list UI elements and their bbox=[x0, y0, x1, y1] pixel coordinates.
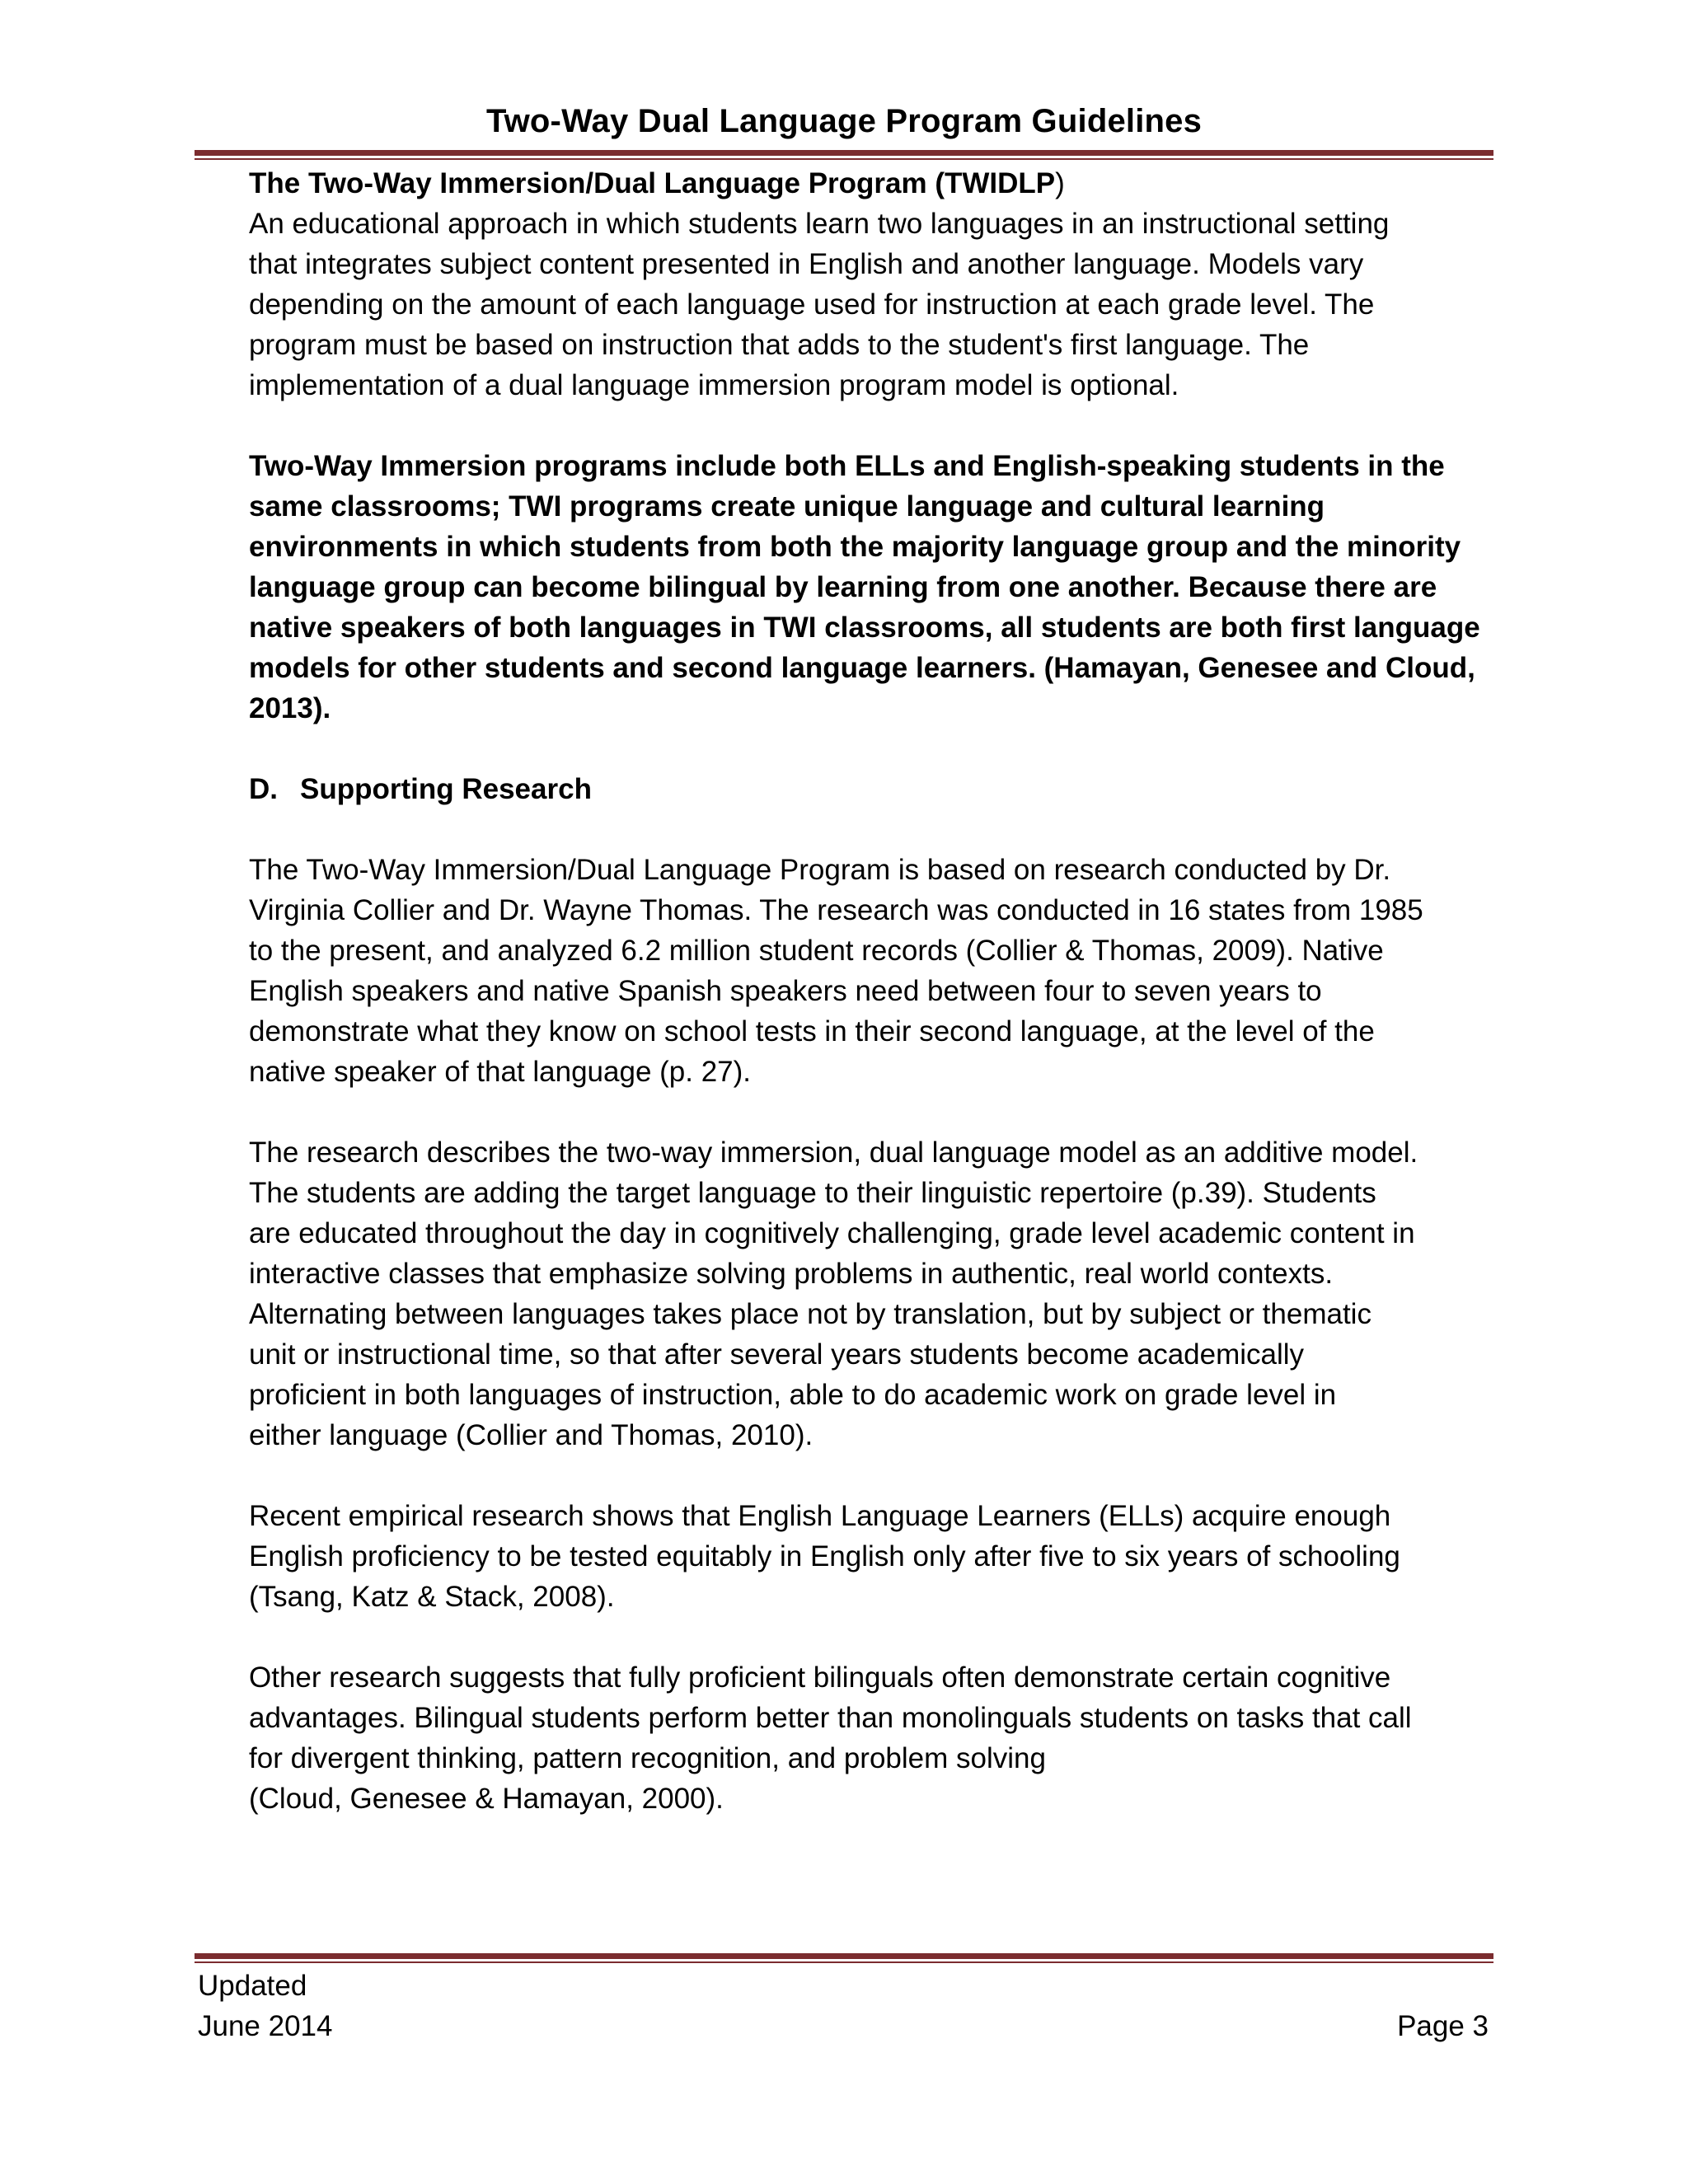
twi-line: Two-Way Immersion programs include both ELLs and English-speaking students in the bbox=[249, 450, 1445, 482]
research-p2-line: are educated throughout the day in cognitively challenging, grade level academic content in bbox=[249, 1217, 1415, 1249]
updated-label: Updated bbox=[198, 1970, 307, 2002]
footer-updated bbox=[198, 1966, 332, 2046]
updated-date: June 2014 bbox=[198, 2010, 333, 2042]
intro-line: that integrates subject content presented in English and another language. Models vary bbox=[249, 248, 1364, 280]
intro-line: depending on the amount of each language used for instruction at each grade level. The bbox=[249, 288, 1375, 321]
research-p2-line: interactive classes that emphasize solving problems in authentic, real world contexts. bbox=[249, 1258, 1334, 1290]
program-heading: The Two-Way Immersion/Dual Language Program (TWIDLP) bbox=[249, 167, 1065, 199]
intro-line: program must be based on instruction that adds to the student's first language. The bbox=[249, 329, 1310, 361]
twi-line: language group can become bilingual by learning from one another. Because there are bbox=[249, 571, 1437, 603]
research-p1-line: demonstrate what they know on school tests in their second language, at the level of the bbox=[249, 1015, 1375, 1047]
research-p1-line: to the present, and analyzed 6.2 million student records (Collier & Thomas, 2009). Native bbox=[249, 935, 1384, 967]
twi-line: same classrooms; TWI programs create unique language and cultural learning bbox=[249, 490, 1325, 523]
intro-line: implementation of a dual language immersion program model is optional. bbox=[249, 369, 1179, 401]
twi-line: environments in which students from both the majority language group and the minority bbox=[249, 531, 1461, 563]
research-p1-line: English speakers and native Spanish speakers need between four to seven years to bbox=[249, 975, 1322, 1007]
research-p3-line: (Tsang, Katz & Stack, 2008). bbox=[249, 1581, 615, 1613]
research-p3-line: Recent empirical research shows that English Language Learners (ELLs) acquire enough bbox=[249, 1500, 1391, 1532]
research-p2-line: proficient in both languages of instruction, able to do academic work on grade level in bbox=[249, 1379, 1337, 1411]
header-rule bbox=[195, 150, 1493, 160]
research-p4-line: for divergent thinking, pattern recognition, and problem solving bbox=[249, 1742, 1046, 1774]
twi-line: models for other students and second language learners. (Hamayan, Genesee and Cloud, bbox=[249, 652, 1475, 684]
research-p1-line: The Two-Way Immersion/Dual Language Program is based on research conducted by Dr. bbox=[249, 854, 1391, 886]
research-p2-line: The students are adding the target language to their linguistic repertoire (p.39). Students bbox=[249, 1177, 1376, 1209]
research-p2-line: Alternating between languages takes place not by translation, but by subject or thematic bbox=[249, 1298, 1372, 1330]
research-p2-line: either language (Collier and Thomas, 2010). bbox=[249, 1419, 814, 1451]
research-p3-line: English proficiency to be tested equitably in English only after five to six years of schooling bbox=[249, 1540, 1400, 1572]
twi-line: 2013). bbox=[249, 692, 331, 724]
research-p4-line: advantages. Bilingual students perform better than monolinguals students on tasks that call bbox=[249, 1702, 1412, 1734]
research-p1-line: Virginia Collier and Dr. Wayne Thomas. The research was conducted in 16 states from 1985 bbox=[249, 894, 1423, 926]
document-body bbox=[249, 163, 1502, 1819]
research-p1-line: native speaker of that language (p. 27). bbox=[249, 1056, 752, 1088]
page-title: Two-Way Dual Language Program Guidelines bbox=[485, 103, 1203, 139]
research-p2-line: The research describes the two-way immersion, dual language model as an additive model. bbox=[249, 1137, 1418, 1169]
intro-line: An educational approach in which students learn two languages in an instructional setting bbox=[249, 208, 1390, 240]
research-p4-line: Other research suggests that fully proficient bilinguals often demonstrate certain cognitive bbox=[249, 1661, 1391, 1694]
twi-line: native speakers of both languages in TWI classrooms, all students are both first language bbox=[249, 612, 1480, 644]
footer-rule bbox=[195, 1953, 1493, 1963]
section-heading-d: D. Supporting Research bbox=[249, 773, 592, 805]
page-number: Page 3 bbox=[1397, 2010, 1489, 2042]
research-p4-line: (Cloud, Genesee & Hamayan, 2000). bbox=[249, 1783, 724, 1815]
research-p2-line: unit or instructional time, so that after several years students become academically bbox=[249, 1338, 1305, 1371]
